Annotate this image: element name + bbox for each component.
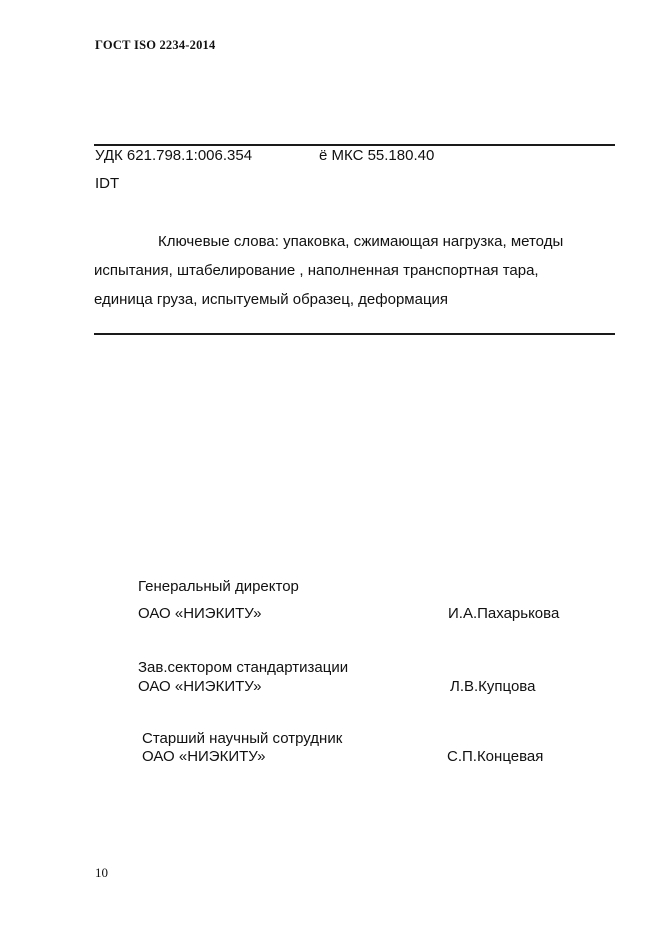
- keywords-line-2: испытания, штабелирование , наполненная транспортная тара,: [94, 262, 539, 279]
- signer-3-name: С.П.Концевая: [447, 748, 544, 765]
- signer-1-organization: ОАО «НИЭКИТУ»: [138, 605, 262, 622]
- signer-1-position: Генеральный директор: [138, 578, 299, 595]
- keywords-line-1: Ключевые слова: упаковка, сжимающая нагрузка, методы: [158, 233, 564, 250]
- signer-2-organization: ОАО «НИЭКИТУ»: [138, 678, 262, 695]
- top-rule: [94, 144, 615, 146]
- bottom-rule: [94, 333, 615, 335]
- signer-2-name: Л.В.Купцова: [450, 678, 536, 695]
- keywords-block: [94, 227, 594, 314]
- idt-label: IDT: [95, 175, 120, 192]
- signer-1-name: И.А.Пахарькова: [448, 605, 560, 622]
- document-code-header: ГОСТ ISO 2234-2014: [95, 38, 216, 52]
- signer-3-organization: ОАО «НИЭКИТУ»: [142, 748, 266, 765]
- udk-code: УДК 621.798.1:006.354: [95, 147, 253, 164]
- keywords-line-3: единица груза, испытуемый образец, деформация: [94, 291, 449, 308]
- signer-2-position: Зав.сектором стандартизации: [138, 659, 349, 676]
- oks-code: ё МКС 55.180.40: [319, 147, 435, 164]
- page-number: 10: [95, 865, 108, 880]
- signer-3-position: Старший научный сотрудник: [142, 730, 343, 747]
